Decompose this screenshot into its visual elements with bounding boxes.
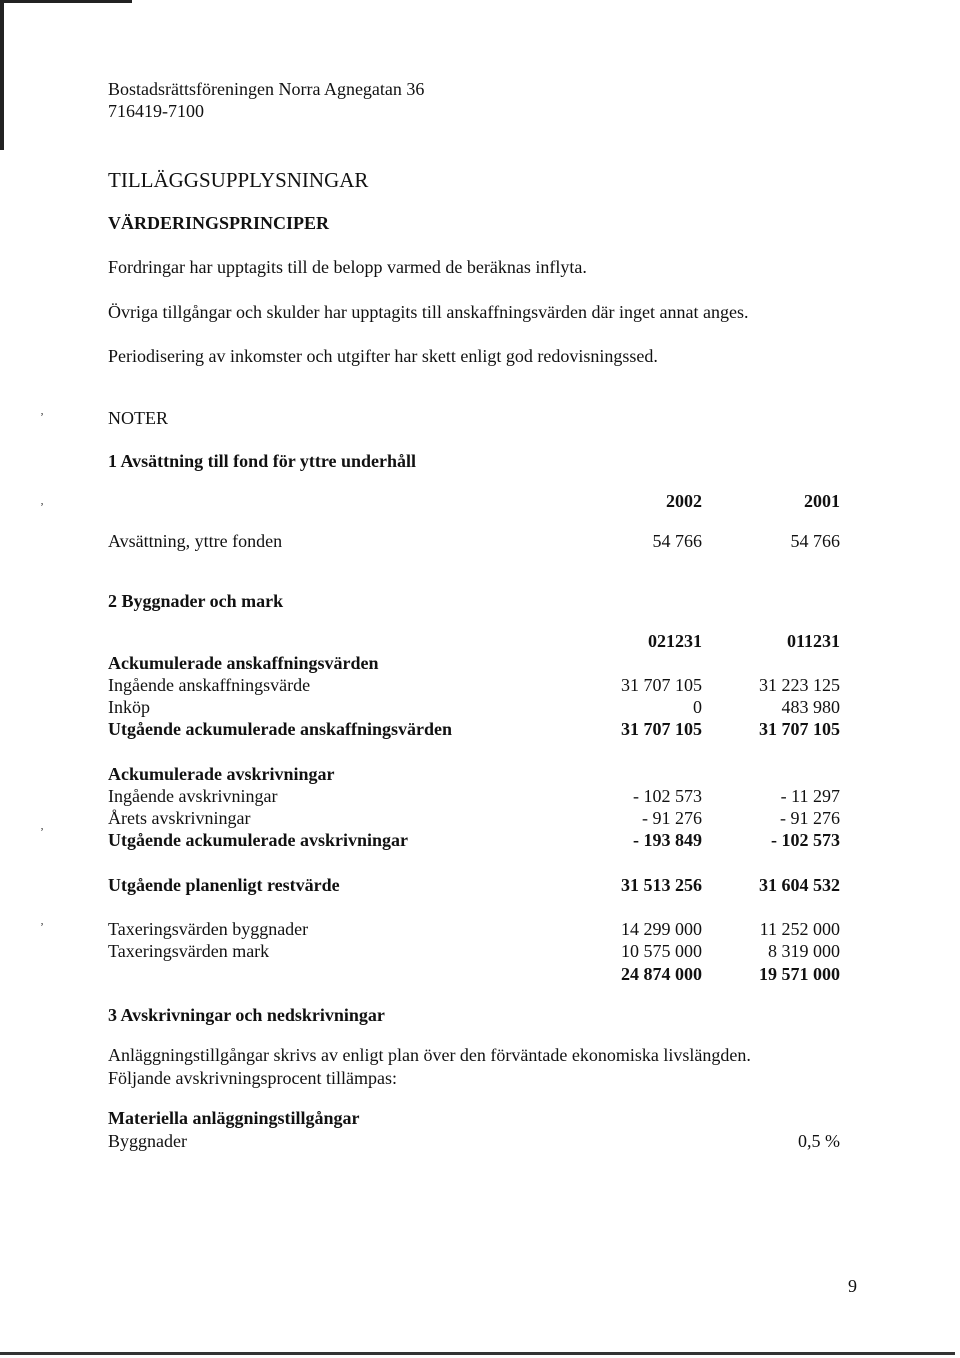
scan-edge-bottom [0, 1352, 955, 1355]
org-number: 716419-7100 [108, 101, 204, 121]
note3-heading: 3 Avskrivningar och nedskrivningar [108, 1005, 385, 1025]
acq-row-label: Inköp [108, 697, 150, 717]
dep-heading: Ackumulerade avskrivningar [108, 764, 335, 784]
tax-total-value: 19 571 000 [759, 964, 840, 984]
note1-row-value: 54 766 [652, 531, 702, 551]
note2-col-021231: 021231 [648, 631, 702, 651]
tax-row-value: 14 299 000 [621, 919, 702, 939]
acq-row-label: Ingående anskaffningsvärde [108, 675, 311, 695]
acq-total-value: 31 707 105 [759, 719, 840, 739]
principle-paragraph: Periodisering av inkomster och utgifter har skett enligt god redovisningssed. [108, 346, 658, 366]
principles-heading: VÄRDERINGSPRINCIPER [108, 213, 330, 233]
acq-total-label: Utgående ackumulerade anskaffningsvärden [108, 719, 453, 739]
note1-heading: 1 Avsättning till fond för yttre underhåll [108, 451, 417, 471]
notes-heading: NOTER [108, 408, 168, 428]
note2-col-011231: 011231 [786, 631, 840, 651]
tax-row-value: 10 575 000 [621, 941, 702, 961]
org-name: Bostadsrättsföreningen Norra Agnegatan 36 [108, 79, 425, 99]
acq-total-value: 31 707 105 [621, 719, 702, 739]
note1-row-label: Avsättning, yttre fonden [108, 531, 283, 551]
acq-row-value: 31 707 105 [621, 675, 702, 695]
note3-row-label: Byggnader [108, 1131, 187, 1151]
dep-row-value: - 91 276 [642, 808, 702, 828]
margin-tick-mark: ʼ [40, 825, 44, 839]
dep-total-value: - 193 849 [633, 830, 702, 850]
note3-subheading: Materiella anläggningstillgångar [108, 1108, 360, 1128]
note1-col-2001: 2001 [804, 491, 840, 511]
margin-tick-mark: ʼ [40, 920, 44, 934]
residual-label: Utgående planenligt restvärde [108, 875, 340, 895]
tax-total-value: 24 874 000 [621, 964, 702, 984]
acq-row-value: 483 980 [781, 697, 840, 717]
residual-value: 31 604 532 [759, 875, 840, 895]
scan-edge-left [0, 0, 4, 150]
dep-row-label: Årets avskrivningar [108, 808, 251, 828]
tax-row-value: 11 252 000 [759, 919, 840, 939]
dep-row-label: Ingående avskrivningar [108, 786, 278, 806]
margin-tick-mark: ʼ [40, 500, 44, 514]
page-number: 9 [848, 1276, 857, 1296]
acq-row-value: 31 223 125 [759, 675, 840, 695]
note2-heading: 2 Byggnader och mark [108, 591, 284, 611]
note1-row-value: 54 766 [790, 531, 840, 551]
principle-paragraph: Övriga tillgångar och skulder har upptagits till anskaffningsvärden där inget annat anges. [108, 302, 749, 322]
page-title: TILLÄGGSUPPLYSNINGAR [108, 168, 369, 192]
dep-row-value: - 11 297 [780, 786, 840, 806]
dep-total-value: - 102 573 [771, 830, 840, 850]
margin-tick-mark: ʼ [40, 410, 44, 424]
dep-row-value: - 102 573 [633, 786, 702, 806]
residual-value: 31 513 256 [621, 875, 702, 895]
dep-total-label: Utgående ackumulerade avskrivningar [108, 830, 409, 850]
note3-text: Anläggningstillgångar skrivs av enligt plan över den förväntade ekonomiska livslängden. [108, 1045, 751, 1065]
acq-row-value: 0 [693, 697, 702, 717]
scan-edge-top [0, 0, 132, 3]
acq-heading: Ackumulerade anskaffningsvärden [108, 653, 379, 673]
note3-row-value: 0,5 % [798, 1131, 840, 1151]
tax-row-value: 8 319 000 [768, 941, 840, 961]
principle-paragraph: Fordringar har upptagits till de belopp varmed de beräknas inflyta. [108, 257, 587, 277]
tax-row-label: Taxeringsvärden mark [108, 941, 270, 961]
dep-row-value: - 91 276 [780, 808, 840, 828]
note3-text: Följande avskrivningsprocent tillämpas: [108, 1068, 397, 1088]
tax-row-label: Taxeringsvärden byggnader [108, 919, 309, 939]
note1-col-2002: 2002 [666, 491, 702, 511]
